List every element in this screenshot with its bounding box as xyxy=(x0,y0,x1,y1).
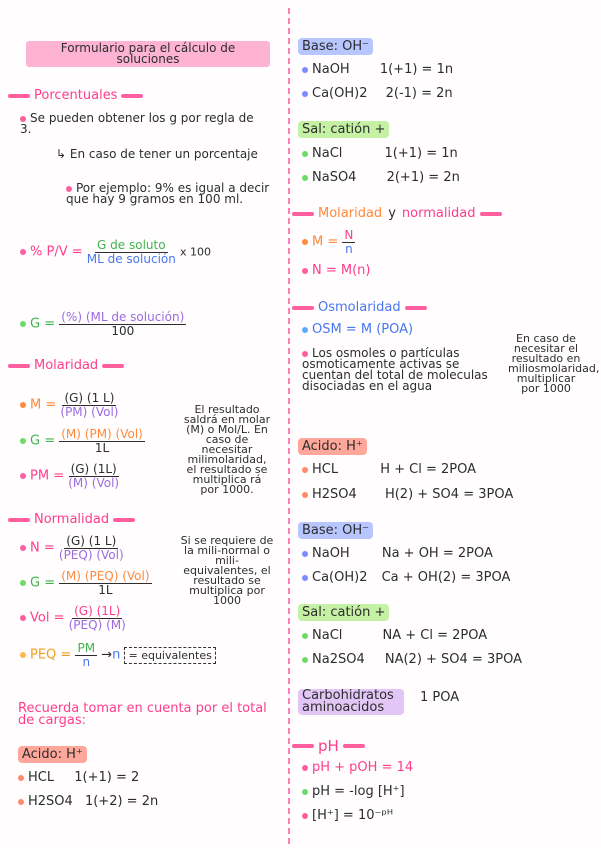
acido-row-2: H2SO4 1(+2) = 2n xyxy=(18,794,158,809)
pv-formula: % P/V = $\frac{\text{G de soluto}}{\text{ML de solución}}$ x 100 xyxy=(20,239,211,265)
g-formula-porcentual: G = $\frac{\text{(\%) (ML de solución)}}{100}$ xyxy=(20,311,186,337)
section-molaridad: Molaridad xyxy=(8,358,124,373)
base-header-1: Base: OH⁻ xyxy=(298,38,373,55)
g-formula-molaridad: G = $\frac{\text{(M) (PM) (Vol)}}{1L}$ xyxy=(20,428,145,454)
carbohidratos-header: Carbohidratos aminoacidos xyxy=(298,689,404,715)
sal-header-2: Sal: catión + xyxy=(298,604,389,621)
n-equals-mn: N = M(n) xyxy=(302,263,370,278)
ph-row-1: pH + pOH = 14 xyxy=(302,760,413,775)
sal-header-1: Sal: catión + xyxy=(298,121,389,138)
base2-row-1: NaOH Na + OH = 2POA xyxy=(302,546,493,561)
n-formula: N = $\frac{(G) (1 L)}{\text{(PEQ) (Vol)}}$ xyxy=(20,535,124,561)
carbohidratos-value: 1 POA xyxy=(420,690,460,705)
base1-row-2: Ca(OH)2 2(-1) = 2n xyxy=(302,86,453,101)
base-header-2: Base: OH⁻ xyxy=(298,522,373,539)
recuerda-note: Recuerda tomar en cuenta por el total de cargas: xyxy=(18,701,267,728)
osmol-bullet: Los osmoles o partículas osmoticamente activas se cuentan del total de moleculas disociadas en el agua xyxy=(302,346,488,393)
acido2-row-1: HCL H + Cl = 2POA xyxy=(302,462,476,477)
m-formula: M = $\frac{(G) (1 L)}{\text{(PM) (Vol)}}$ xyxy=(20,392,118,418)
sal1-row-2: NaSO4 2(+1) = 2n xyxy=(302,170,460,185)
section-molaridad-normalidad: Molaridad y normalidad xyxy=(292,206,502,221)
base1-row-1: NaOH 1(+1) = 1n xyxy=(302,62,453,77)
acido-header-right: Acido: H⁺ xyxy=(298,438,367,455)
acido-row-1: HCL 1(+1) = 2 xyxy=(18,770,139,785)
sal2-row-2: Na2SO4 NA(2) + SO4 = 3POA xyxy=(302,652,522,667)
porcentuales-sub2: Por ejemplo: 9% es igual a decir que hay 9 gramos en 100 ml. xyxy=(66,181,270,206)
section-normalidad: Normalidad xyxy=(8,512,135,527)
section-osmolaridad: Osmolaridad xyxy=(292,300,427,315)
sal2-row-1: NaCl NA + Cl = 2POA xyxy=(302,628,487,643)
base2-row-2: Ca(OH)2 Ca + OH(2) = 3POA xyxy=(302,570,510,585)
section-porcentuales xyxy=(8,88,143,103)
page-title: Formulario para el cálculo de soluciones xyxy=(26,41,270,67)
sal1-row-1: NaCl 1(+1) = 1n xyxy=(302,146,458,161)
g-formula-normalidad: G = $\frac{\text{(M) (PEQ) (Vol)}}{1L}$ xyxy=(20,570,152,596)
porcentuales-header: Porcentuales xyxy=(34,88,118,103)
osmol-note: En caso de necesitar el resultado en miliosmolaridad, multiplicar por 1000 xyxy=(508,332,600,395)
porcentuales-bullet: Se pueden obtener los g por regla de 3. xyxy=(20,111,254,136)
m-from-n-formula: M = $\frac{N}{n}$ xyxy=(302,229,355,255)
section-ph: pH xyxy=(292,737,365,755)
molaridad-note: El resultado saldrá en molar (M) o Mol/L. En caso de necesitar milimolaridad, el resultado se multiplica rá por 1000. xyxy=(183,403,271,496)
osm-formula: OSM = M (POA) xyxy=(302,322,413,337)
normalidad-note: Si se requiere de la mili-normal o mili-equivalentes, el resultado se multiplica por 1000 xyxy=(180,534,274,607)
porcentuales-sub1: ↳ En caso de tener un porcentaje xyxy=(56,147,258,161)
acido-header-left: Acido: H⁺ xyxy=(18,746,87,763)
peq-formula: PEQ = $\frac{PM}{n}$ →n = equivalentes xyxy=(20,642,216,668)
acido2-row-2: H2SO4 H(2) + SO4 = 3POA xyxy=(302,487,513,502)
ph-row-2: pH = -log [H⁺] xyxy=(302,784,405,799)
vol-formula: Vol = $\frac{(G) (1L)}{\text{(PEQ) (M)}}$ xyxy=(20,605,126,631)
column-divider xyxy=(288,8,290,844)
ph-row-3: [H⁺] = 10⁻ᵖᴴ xyxy=(302,808,393,823)
pm-formula: PM = $\frac{(G) (1L)}{\text{(M) (Vol)}}$ xyxy=(20,463,119,489)
